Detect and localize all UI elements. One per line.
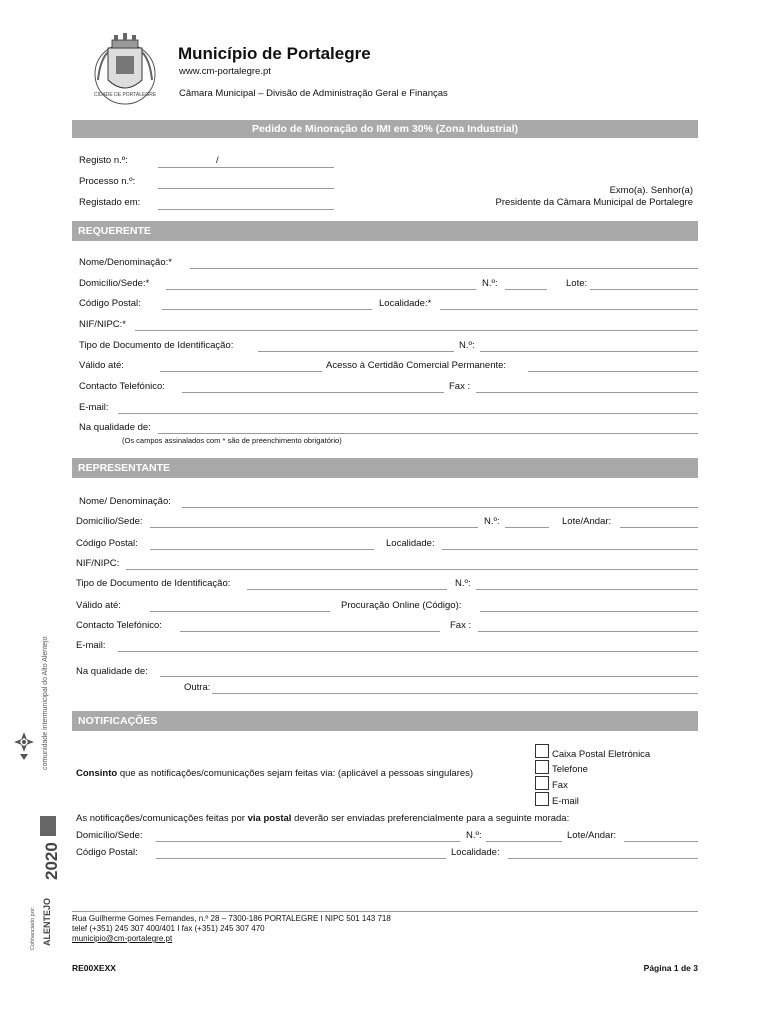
sidebar-logo-year: 2020 [42, 842, 61, 880]
rep-email-field[interactable] [118, 651, 698, 652]
cofinanciado-label: Cofinanciado por: [30, 906, 36, 950]
postal-pre: As notificações/comunicações feitas por [76, 813, 245, 824]
rep-nif-field[interactable] [126, 569, 698, 570]
req-acesso-field[interactable] [528, 371, 698, 372]
checkbox-telefone[interactable] [535, 760, 549, 774]
req-tipo-doc-field[interactable] [258, 351, 454, 352]
not-domicilio-label: Domicílio/Sede: [76, 830, 143, 841]
registado-label: Registado em: [79, 197, 141, 208]
notificacoes-heading: NOTIFICAÇÕES [72, 711, 698, 731]
rep-nome-label: Nome/ Denominação: [79, 496, 171, 507]
not-localidade-field[interactable] [508, 858, 698, 859]
rep-numero-doc-label: N.º: [455, 578, 471, 589]
rep-fax-label: Fax : [450, 620, 472, 631]
req-email-label: E-mail: [79, 402, 109, 413]
req-acesso-label: Acesso à Certidão Comercial Permanente: [326, 360, 507, 371]
not-numero-label: N.º: [466, 830, 482, 841]
option-telefone: Telefone [552, 764, 588, 775]
partner-logo-square [40, 816, 56, 836]
req-numero-label: N.º: [482, 278, 498, 289]
rep-qualidade-label: Na qualidade de: [76, 666, 148, 677]
footer-divider [72, 911, 698, 912]
municipal-seal [86, 30, 164, 108]
not-numero-field[interactable] [486, 841, 562, 842]
org-name: Município de Portalegre [178, 44, 371, 63]
registo-field[interactable] [158, 167, 334, 168]
rep-codigo-postal-field[interactable] [150, 549, 374, 550]
req-lote-field[interactable] [590, 289, 698, 290]
representante-heading: REPRESENTANTE [72, 458, 698, 478]
rep-localidade-label: Localidade: [386, 538, 435, 549]
rep-qualidade-field[interactable] [160, 676, 698, 677]
rep-numero-doc-field[interactable] [476, 589, 698, 590]
rep-valido-label: Válido até: [76, 600, 121, 611]
rep-numero-field[interactable] [505, 527, 549, 528]
req-domicilio-label: Domicílio/Sede:* [79, 278, 150, 289]
req-qualidade-label: Na qualidade de: [79, 422, 151, 433]
rep-nif-label: NIF/NIPC: [76, 558, 120, 569]
rep-domicilio-label: Domicílio/Sede: [76, 516, 143, 527]
not-lote-label: Lote/Andar: [567, 830, 617, 841]
req-qualidade-field[interactable] [158, 433, 698, 434]
req-nif-field[interactable] [135, 330, 698, 331]
rep-lote-label: Lote/Andar: [562, 516, 612, 527]
seal-text: CIDADE DE PORTALEGRE [93, 92, 157, 98]
rep-outra-field[interactable] [212, 693, 698, 694]
req-nota: (Os campos assinalados com * são de preenchimento obrigatório) [122, 436, 342, 445]
req-numero-doc-field[interactable] [480, 351, 698, 352]
option-caixa-postal: Caixa Postal Eletrónica [552, 749, 651, 760]
req-contacto-field[interactable] [182, 392, 444, 393]
rep-valido-field[interactable] [150, 611, 330, 612]
registado-field[interactable] [158, 209, 334, 210]
not-localidade-label: Localidade: [451, 847, 500, 858]
req-lote-label: Lote: [566, 278, 588, 289]
req-domicilio-field[interactable] [166, 289, 476, 290]
processo-label: Processo n.º: [79, 176, 136, 187]
req-codigo-postal-label: Código Postal: [79, 298, 141, 309]
footer-doc-code: RE00XEXX [72, 963, 116, 973]
checkbox-fax[interactable] [535, 776, 549, 790]
req-localidade-field[interactable] [440, 309, 698, 310]
consinto-bold: Consinto [76, 768, 118, 779]
rep-tipo-doc-field[interactable] [247, 589, 447, 590]
cim-logo-text: comunidade intermunicipal do Alto Alentejo [42, 636, 49, 770]
division-name: Câmara Municipal – Divisão de Administração Geral e Finanças [179, 88, 448, 99]
registo-label: Registo n.º: [79, 155, 128, 166]
rep-contacto-field[interactable] [180, 631, 440, 632]
sidebar-logo-alentejo: ALENTEJO [42, 897, 52, 946]
rep-nome-field[interactable] [182, 507, 698, 508]
req-numero-field[interactable] [505, 289, 547, 290]
rep-lote-field[interactable] [620, 527, 698, 528]
consinto-rest: que as notificações/comunicações sejam feitas via: (aplicável a pessoas singulares) [119, 768, 474, 779]
postal-statement [76, 813, 569, 824]
rep-outra-label: Outra: [184, 682, 211, 693]
req-nome-field[interactable] [190, 268, 698, 269]
req-localidade-label: Localidade:* [379, 298, 432, 309]
postal-bold: via postal [247, 813, 292, 824]
rep-tipo-doc-label: Tipo de Documento de Identificação: [76, 578, 231, 589]
checkbox-caixa-postal[interactable] [535, 744, 549, 758]
not-codigo-postal-field[interactable] [156, 858, 446, 859]
form-title: Pedido de Minoração do IMI em 30% (Zona Industrial) [72, 120, 698, 138]
req-tipo-doc-label: Tipo de Documento de Identificação: [79, 340, 234, 351]
req-nif-label: NIF/NIPC:* [79, 319, 126, 330]
req-contacto-label: Contacto Telefónico: [79, 381, 165, 392]
req-email-field[interactable] [118, 413, 698, 414]
rep-fax-field[interactable] [478, 631, 698, 632]
rep-email-label: E-mail: [76, 640, 106, 651]
addressee-line-2: Presidente da Câmara Municipal de Portalegre [495, 197, 693, 208]
cim-logo [10, 728, 38, 768]
footer-phones: telef (+351) 245 307 400/401 I fax (+351) 245 307 470 [72, 924, 265, 933]
registo-slash: / [216, 155, 219, 166]
postal-post: deverão ser enviadas preferencialmente para a seguinte morada: [294, 813, 570, 824]
req-fax-label: Fax : [449, 381, 471, 392]
rep-localidade-field[interactable] [442, 549, 698, 550]
option-fax: Fax [552, 780, 568, 791]
not-lote-field[interactable] [624, 841, 698, 842]
processo-field[interactable] [158, 188, 334, 189]
req-numero-doc-label: N.º: [459, 340, 475, 351]
req-fax-field[interactable] [476, 392, 698, 393]
website-link[interactable]: www.cm-portalegre.pt [179, 66, 271, 77]
req-valido-field[interactable] [160, 371, 322, 372]
requerente-heading: REQUERENTE [72, 221, 698, 241]
checkbox-email[interactable] [535, 792, 549, 806]
req-valido-label: Válido até: [79, 360, 124, 371]
addressee-line-1: Exmo(a). Senhor(a) [609, 185, 693, 196]
rep-procuracao-field[interactable] [480, 611, 698, 612]
rep-codigo-postal-label: Código Postal: [76, 538, 138, 549]
rep-procuracao-label: Procuração Online (Código): [341, 600, 462, 611]
not-codigo-postal-label: Código Postal: [76, 847, 138, 858]
footer-page-number: Página 1 de 3 [643, 963, 698, 973]
rep-domicilio-field[interactable] [150, 527, 478, 528]
not-domicilio-field[interactable] [156, 841, 460, 842]
option-email: E-mail [552, 796, 579, 807]
rep-numero-label: N.º: [484, 516, 500, 527]
rep-contacto-label: Contacto Telefónico: [76, 620, 162, 631]
req-codigo-postal-field[interactable] [162, 309, 372, 310]
footer-address: Rua Guilherme Gomes Fernandes, n.º 28 – 7300-186 PORTALEGRE I NIPC 501 143 718 [72, 914, 391, 923]
footer-email-link[interactable]: municipio@cm-portalegre.pt [72, 934, 173, 943]
consinto-statement [76, 768, 473, 779]
req-nome-label: Nome/Denominação:* [79, 257, 172, 268]
